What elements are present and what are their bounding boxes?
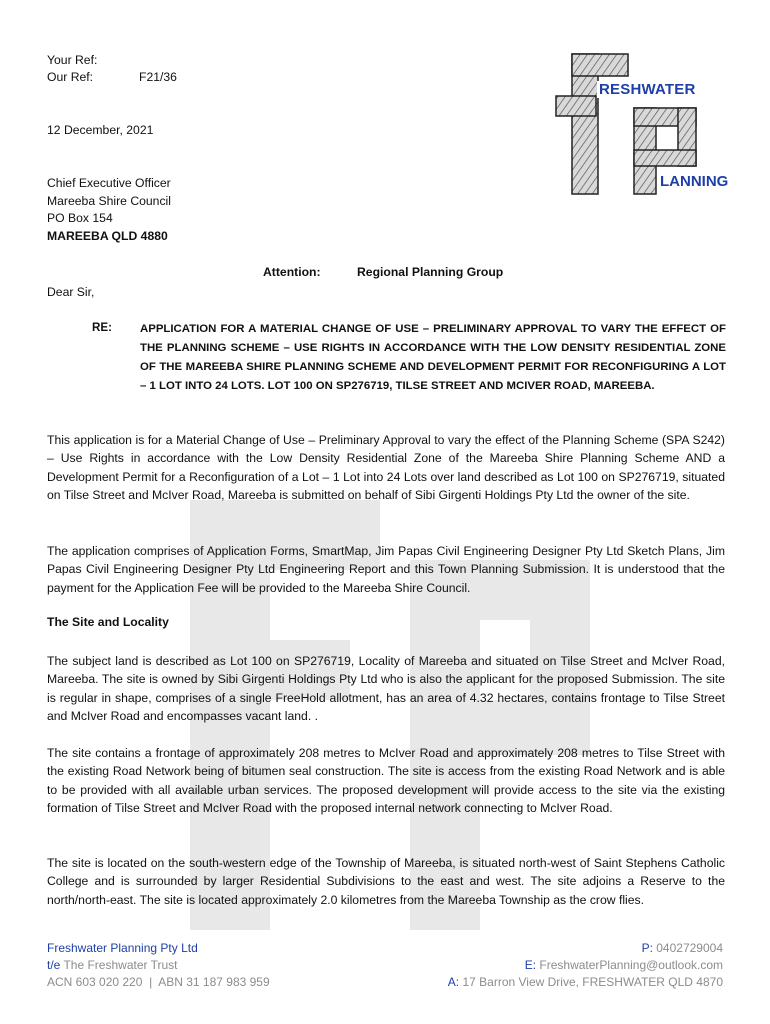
re-subject: APPLICATION FOR A MATERIAL CHANGE OF USE – PRELIMINARY APPROVAL TO VARY THE EFFECT OF THE PLANNING SCHEME – USE RIGHTS IN ACCORDANCE WITH THE LOW DENSITY RESIDENTIAL ZONE OF THE MAREEBA SHIRE PLANNING SCHEME AND DEVELOPMENT PERMIT FOR RECONFIGURING A LOT – 1 LOT INTO 24 LOTS. LOT 100 ON SP276719, TILSE STREET AND MCIVER ROAD, MAREEBA. <box>140 323 726 392</box>
our-ref-value: F21/36 <box>139 70 177 84</box>
footer-address-value: 17 Barron View Drive, FRESHWATER QLD 4870 <box>462 975 723 989</box>
freshwater-planning-logo <box>552 52 729 198</box>
body-paragraph-2: The application comprises of Application Forms, SmartMap, Jim Papas Civil Engineering Designer Pty Ltd Sketch Plans, Jim Papas Civil Engineering Designer Pty Ltd Engineering Report and this Town Planning Submission. It is understood that the payment for the Application Fee will be provided to the Mareeba Shire Council. <box>47 544 725 595</box>
recipient-line-4: MAREEBA QLD 4880 <box>47 229 168 243</box>
body-paragraph-1: This application is for a Material Change of Use – Preliminary Approval to vary the effect of the Planning Scheme (SPA S242) – Use Rights in accordance with the Low Density Residential Zone of the Mareeba Shire Planning Scheme AND a Development Permit for a Reconfiguration of a Lot – 1 Lot into 24 Lots over land described as Lot 100 on SP276719, situated on Tilse Street and McIver Road, Mareeba is submitted on behalf of Sibi Girgenti Holdings Pty Ltd the owner of the site. <box>47 433 725 502</box>
your-ref-label: Your Ref: <box>47 53 98 67</box>
footer-email-link[interactable]: FreshwaterPlanning@outlook.com <box>539 958 723 972</box>
footer-email-label: E: <box>524 958 537 972</box>
body-paragraph-3: The subject land is described as Lot 100 on SP276719, Locality of Mareeba and situated on Tilse Street and McIver Road, Mareeba. The site is owned by Sibi Girgenti Holdings Pty Ltd who is also the applicant for the proposed Submission. The site is regular in shape, comprises of a single FreeHold allotment, has an area of 4.32 hectares, contains frontage to Tilse Street and McIver Road and encompasses vacant land. . <box>47 654 725 723</box>
footer-trading <box>47 957 178 974</box>
footer-email <box>525 957 723 974</box>
salutation: Dear Sir, <box>47 285 95 299</box>
attention-value: Regional Planning Group <box>357 265 504 279</box>
re-label: RE: <box>92 321 112 334</box>
footer-phone-value[interactable]: 0402729004 <box>656 941 723 955</box>
logo-word-freshwater: RESHWATER <box>599 81 696 98</box>
recipient-line-3: PO Box 154 <box>47 211 113 225</box>
recipient-line-1: Chief Executive Officer <box>47 176 171 190</box>
footer-acn: ACN 603 020 220 <box>47 975 143 989</box>
attention-label: Attention: <box>263 265 321 279</box>
footer-address-label: A: <box>447 975 460 989</box>
section-heading: The Site and Locality <box>47 615 169 629</box>
letter-date: 12 December, 2021 <box>47 123 154 137</box>
footer-address <box>448 974 723 991</box>
footer-te-label: t/e <box>47 958 61 972</box>
footer-company: Freshwater Planning Pty Ltd <box>47 941 198 955</box>
footer-registration <box>47 974 270 991</box>
recipient-line-2: Mareeba Shire Council <box>47 194 171 208</box>
logo-word-planning: LANNING <box>660 173 729 190</box>
footer-trading-name: The Freshwater Trust <box>63 958 178 972</box>
body-paragraph-5: The site is located on the south-western edge of the Township of Mareeba, is situated north-west of Saint Stephens Catholic College and is surrounded by larger Residential Subdivisions to the east and west. The site adjoins a Reserve to the north/north-east. The site is located approximately 2.0 kilometres from the Mareeba Township as the crow flies. <box>47 856 725 907</box>
footer-separator: | <box>145 975 156 989</box>
our-ref-label: Our Ref: <box>47 70 94 84</box>
footer-abn: ABN 31 187 983 959 <box>158 975 270 989</box>
footer-phone <box>642 940 723 957</box>
footer-phone-label: P: <box>641 941 653 955</box>
body-paragraph-4: The site contains a frontage of approximately 208 metres to McIver Road and approximately 208 metres to Tilse Street with the existing Road Network being of bitumen seal construction. The site is access from the existing Road Network and is able to be provided with all available urban services. The proposed development will provide access to the site via the existing formation of Tilse Street and McIver Road with the proposed internal network connecting to McIver Road. <box>47 746 725 815</box>
